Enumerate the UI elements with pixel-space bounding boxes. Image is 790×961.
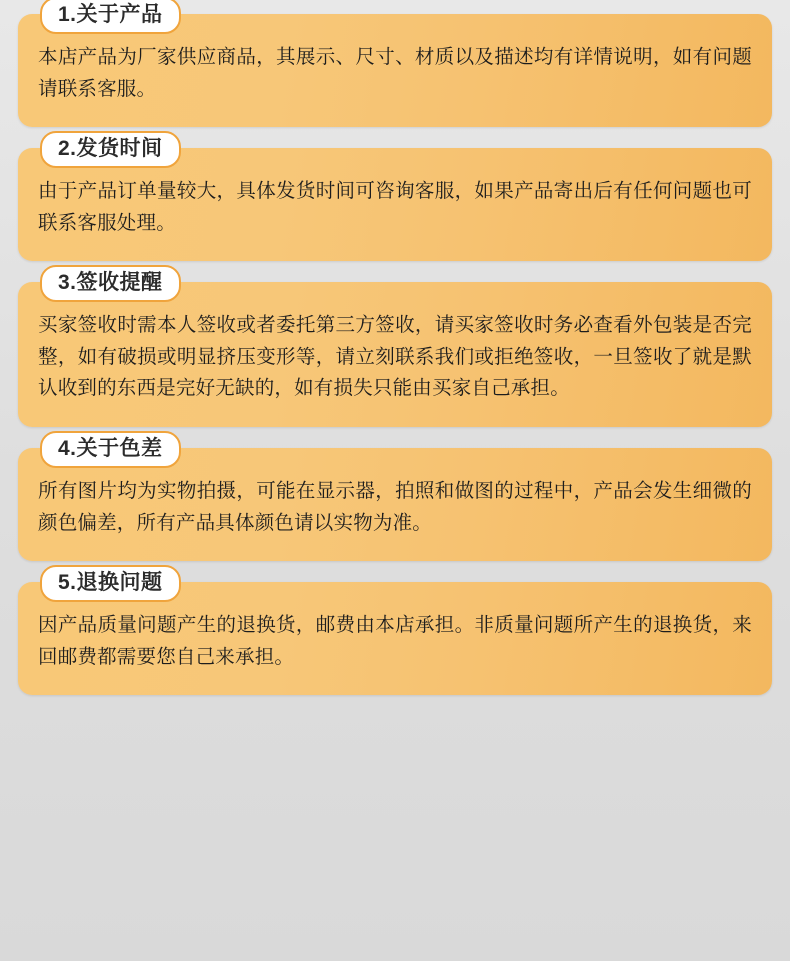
section-body-product: 本店产品为厂家供应商品，其展示、尺寸、材质以及描述均有详情说明，如有问题请联系客服。 (38, 46, 752, 100)
section-body-shipping-time: 由于产品订单量较大，具体发货时间可咨询客服，如果产品寄出后有任何问题也可联系客服处理。 (38, 180, 752, 234)
section-title-returns: 5.退换问题 (40, 565, 181, 602)
section-body-returns: 因产品质量问题产生的退换货，邮费由本店承担。非质量问题所产生的退换货，来回邮费都需要您自己来承担。 (38, 614, 752, 668)
section-title-product: 1.关于产品 (40, 0, 181, 34)
policy-section-product (18, 3, 772, 127)
policy-section-color-difference (18, 437, 772, 561)
policy-section-returns (18, 571, 772, 695)
policy-section-shipping-time (18, 137, 772, 261)
section-body-receipt-reminder: 买家签收时需本人签收或者委托第三方签收，请买家签收时务必查看外包装是否完整，如有破损或明显挤压变形等，请立刻联系我们或拒绝签收，一旦签收了就是默认收到的东西是完好无缺的，如有损失只能由买家自己承担。 (38, 314, 752, 400)
policy-section-receipt-reminder (18, 271, 772, 427)
section-body-color-difference: 所有图片均为实物拍摄，可能在显示器，拍照和做图的过程中，产品会发生细微的颜色偏差，所有产品具体颜色请以实物为准。 (38, 480, 752, 534)
section-title-color-difference: 4.关于色差 (40, 431, 181, 468)
section-title-shipping-time: 2.发货时间 (40, 131, 181, 168)
section-title-receipt-reminder: 3.签收提醒 (40, 265, 181, 302)
